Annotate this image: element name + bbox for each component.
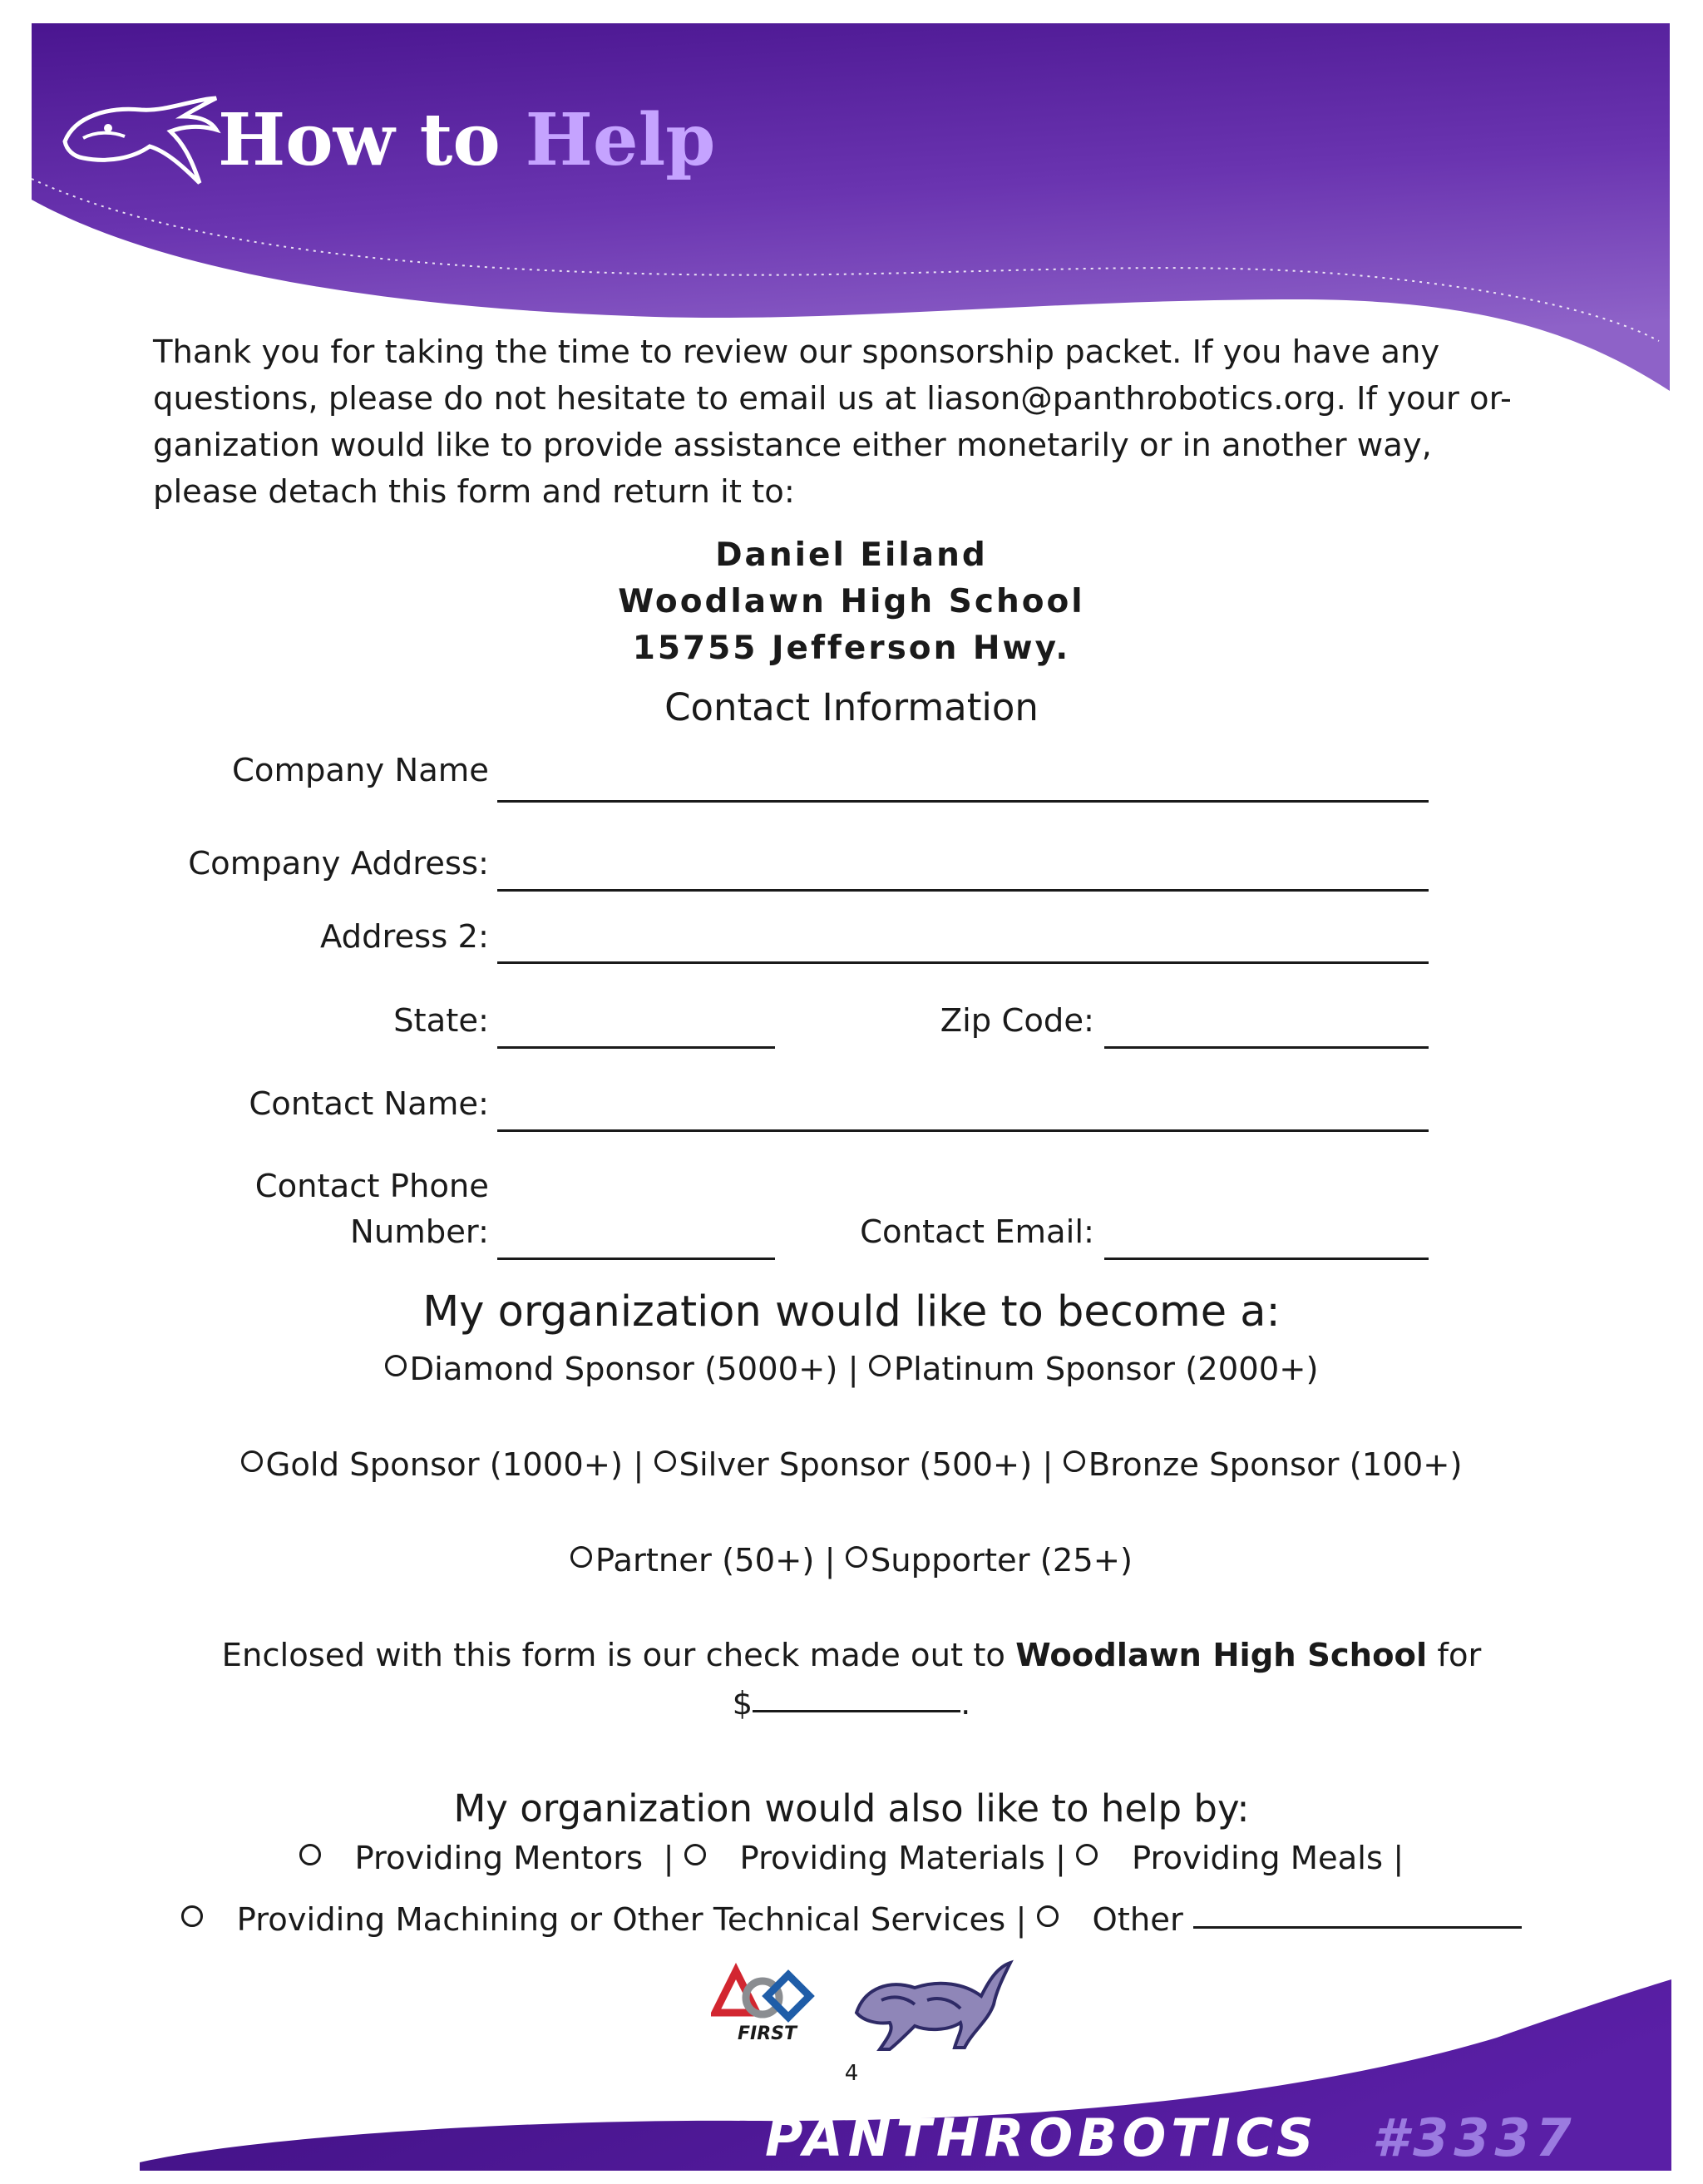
radio-silver[interactable] — [654, 1450, 676, 1472]
contact-phone-field[interactable] — [497, 1258, 775, 1260]
check-payee: Woodlawn High School — [1015, 1637, 1428, 1674]
checkbox-mentors[interactable] — [299, 1844, 321, 1865]
sponsor-row-2: Gold Sponsor (1000+) | Silver Sponsor (500+) | Bronze Sponsor (100+) — [0, 1446, 1703, 1484]
intro-line: ganization would like to provide assistance either monetarily or in another way, — [153, 427, 1432, 464]
radio-platinum[interactable] — [869, 1355, 891, 1376]
intro-line: questions, please do not hesitate to email us at liason@panthrobotics.org. If your or- — [153, 380, 1512, 418]
contact-phone-label-2: Number: — [350, 1213, 489, 1251]
intro-paragraph — [153, 329, 1550, 516]
first-logo-text: FIRST — [738, 2023, 797, 2042]
sponsor-row-3: Partner (50+) | Supporter (25+) — [0, 1542, 1703, 1579]
state-label: State: — [393, 1002, 489, 1040]
contact-name-label: Contact Name: — [249, 1085, 489, 1123]
page-number: 4 — [844, 2061, 859, 2086]
option-gold: Gold Sponsor (1000+) — [265, 1446, 624, 1484]
option-silver: Silver Sponsor (500+) — [679, 1446, 1033, 1484]
footer-team-number: #3337 — [1372, 2107, 1577, 2168]
contact-heading: Contact Information — [664, 685, 1039, 729]
radio-diamond[interactable] — [385, 1355, 407, 1376]
company-name-label: Company Name — [232, 752, 489, 789]
option-mentors: Providing Mentors — [354, 1840, 644, 1877]
radio-supporter[interactable] — [846, 1546, 867, 1568]
intro-line: Thank you for taking the time to review our sponsorship packet. If you have any — [153, 334, 1440, 371]
option-bronze: Bronze Sponsor (100+) — [1088, 1446, 1463, 1484]
address2-field[interactable] — [497, 961, 1429, 964]
zip-code-field[interactable] — [1104, 1046, 1429, 1049]
footer-brand: PANTHROBOTICS — [765, 2107, 1319, 2168]
contact-phone-label: Contact Phone — [254, 1168, 489, 1205]
sponsor-row-1: Diamond Sponsor (5000+) | Platinum Sponsor (2000+) — [0, 1351, 1703, 1388]
check-statement: Enclosed with this form is our check made out to Woodlawn High School for — [221, 1637, 1482, 1674]
checkbox-materials[interactable] — [684, 1844, 706, 1865]
option-other: Other — [1092, 1901, 1183, 1939]
option-diamond: Diamond Sponsor (5000+) — [409, 1351, 838, 1388]
option-supporter: Supporter (25+) — [870, 1542, 1133, 1579]
address-name: Daniel Eiland — [715, 536, 988, 574]
contact-name-field[interactable] — [497, 1129, 1429, 1132]
check-amount: $ . — [732, 1685, 971, 1722]
address-street: 15755 Jefferson Hwy. — [632, 630, 1071, 667]
address-school: Woodlawn High School — [618, 583, 1085, 620]
page-title: How to Help — [218, 98, 716, 182]
option-partner: Partner (50+) — [595, 1542, 815, 1579]
checkbox-meals[interactable] — [1076, 1844, 1098, 1865]
help-row-2: Providing Machining or Other Technical Services | Other — [0, 1901, 1703, 1939]
option-platinum: Platinum Sponsor (2000+) — [893, 1351, 1319, 1388]
help-row-1: Providing Mentors | Providing Materials | Providing Meals | — [0, 1840, 1703, 1877]
company-name-field[interactable] — [497, 800, 1429, 803]
company-address-label: Company Address: — [188, 845, 489, 882]
mailing-address — [0, 532, 1703, 672]
contact-email-field[interactable] — [1104, 1258, 1429, 1260]
intro-line: please detach this form and return it to: — [153, 473, 795, 511]
contact-email-label: Contact Email: — [860, 1213, 1094, 1251]
check-amount-field[interactable] — [753, 1710, 960, 1712]
state-field[interactable] — [497, 1046, 775, 1049]
radio-partner[interactable] — [570, 1546, 592, 1568]
help-heading: My organization would also like to help by: — [453, 1786, 1250, 1831]
company-address-field[interactable] — [497, 889, 1429, 892]
first-logo-icon — [711, 1963, 819, 2042]
option-materials: Providing Materials — [739, 1840, 1045, 1877]
zip-code-label: Zip Code: — [940, 1002, 1094, 1040]
panther-head-icon — [58, 91, 225, 191]
radio-gold[interactable] — [241, 1450, 263, 1472]
radio-bronze[interactable] — [1064, 1450, 1085, 1472]
address2-label: Address 2: — [319, 918, 489, 956]
panther-mascot-icon — [848, 1954, 1014, 2054]
sponsorship-heading: My organization would like to become a: — [422, 1287, 1281, 1337]
option-meals: Providing Meals — [1131, 1840, 1384, 1877]
option-machining: Providing Machining or Other Technical Services — [236, 1901, 1006, 1939]
